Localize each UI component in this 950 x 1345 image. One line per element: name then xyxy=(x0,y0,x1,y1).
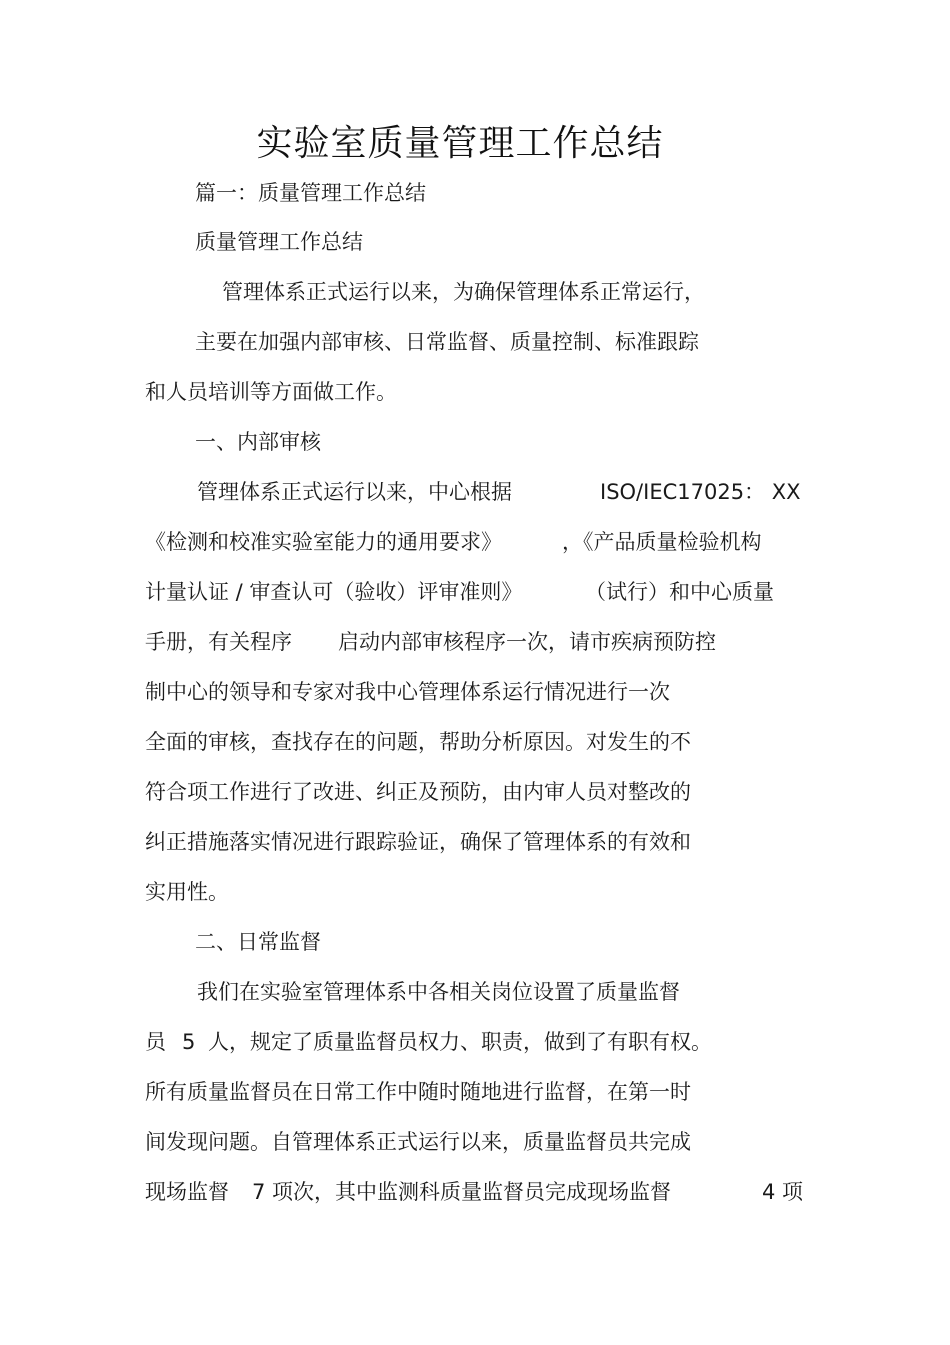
section-heading-part-one: 篇一：质量管理工作总结 xyxy=(195,181,426,205)
paragraph-line: 制中心的领导和专家对我中心管理体系运行情况进行一次 xyxy=(145,680,670,704)
document-title: 实验室质量管理工作总结 xyxy=(256,123,664,164)
paragraph-line: 员 xyxy=(145,1030,166,1054)
supervisor-count: 5 xyxy=(182,1030,196,1054)
standard-reference: ISO/IEC17025： XX xyxy=(600,480,801,504)
paragraph-line: 全面的审核，查找存在的问题，帮助分析原因。对发生的不 xyxy=(145,730,691,754)
paragraph-line: 7 项次，其中监测科质量监督员完成现场监督 xyxy=(252,1180,672,1204)
paragraph-line: （试行）和中心质量 xyxy=(585,580,774,604)
paragraph-line: 所有质量监督员在日常工作中随时随地进行监督，在第一时 xyxy=(145,1080,691,1104)
paragraph-line: 手册，有关程序 xyxy=(145,630,292,654)
paragraph-line: 计量认证 / 审查认可（验收）评审准则》 xyxy=(145,580,523,604)
paragraph-line: 4 项 xyxy=(762,1180,804,1204)
paragraph-line: ，《产品质量检验机构 xyxy=(562,530,762,554)
section-heading-internal-audit: 一、内部审核 xyxy=(195,430,321,454)
paragraph-line: 主要在加强内部审核、日常监督、质量控制、标准跟踪 xyxy=(195,330,699,354)
paragraph-line: 《检测和校准实验室能力的通用要求》 xyxy=(145,530,502,554)
paragraph-line: 间发现问题。自管理体系正式运行以来，质量监督员共完成 xyxy=(145,1130,691,1154)
paragraph-line: 实用性。 xyxy=(145,880,229,904)
section-heading-daily-supervision: 二、日常监督 xyxy=(195,930,321,954)
paragraph-line: 人，规定了质量监督员权力、职责，做到了有职有权。 xyxy=(208,1030,712,1054)
paragraph-line: 启动内部审核程序一次，请市疾病预防控 xyxy=(338,630,716,654)
paragraph-line: 纠正措施落实情况进行跟踪验证，确保了管理体系的有效和 xyxy=(145,830,691,854)
subtitle: 质量管理工作总结 xyxy=(195,230,363,254)
paragraph-line: 我们在实验室管理体系中各相关岗位设置了质量监督 xyxy=(197,980,680,1004)
paragraph-line: 和人员培训等方面做工作。 xyxy=(145,380,397,404)
paragraph-line: 符合项工作进行了改进、纠正及预防，由内审人员对整改的 xyxy=(145,780,691,804)
paragraph-line: 管理体系正式运行以来，中心根据 xyxy=(197,480,512,504)
paragraph-line: 管理体系正式运行以来，为确保管理体系正常运行， xyxy=(222,280,705,304)
paragraph-line: 现场监督 xyxy=(145,1180,229,1204)
